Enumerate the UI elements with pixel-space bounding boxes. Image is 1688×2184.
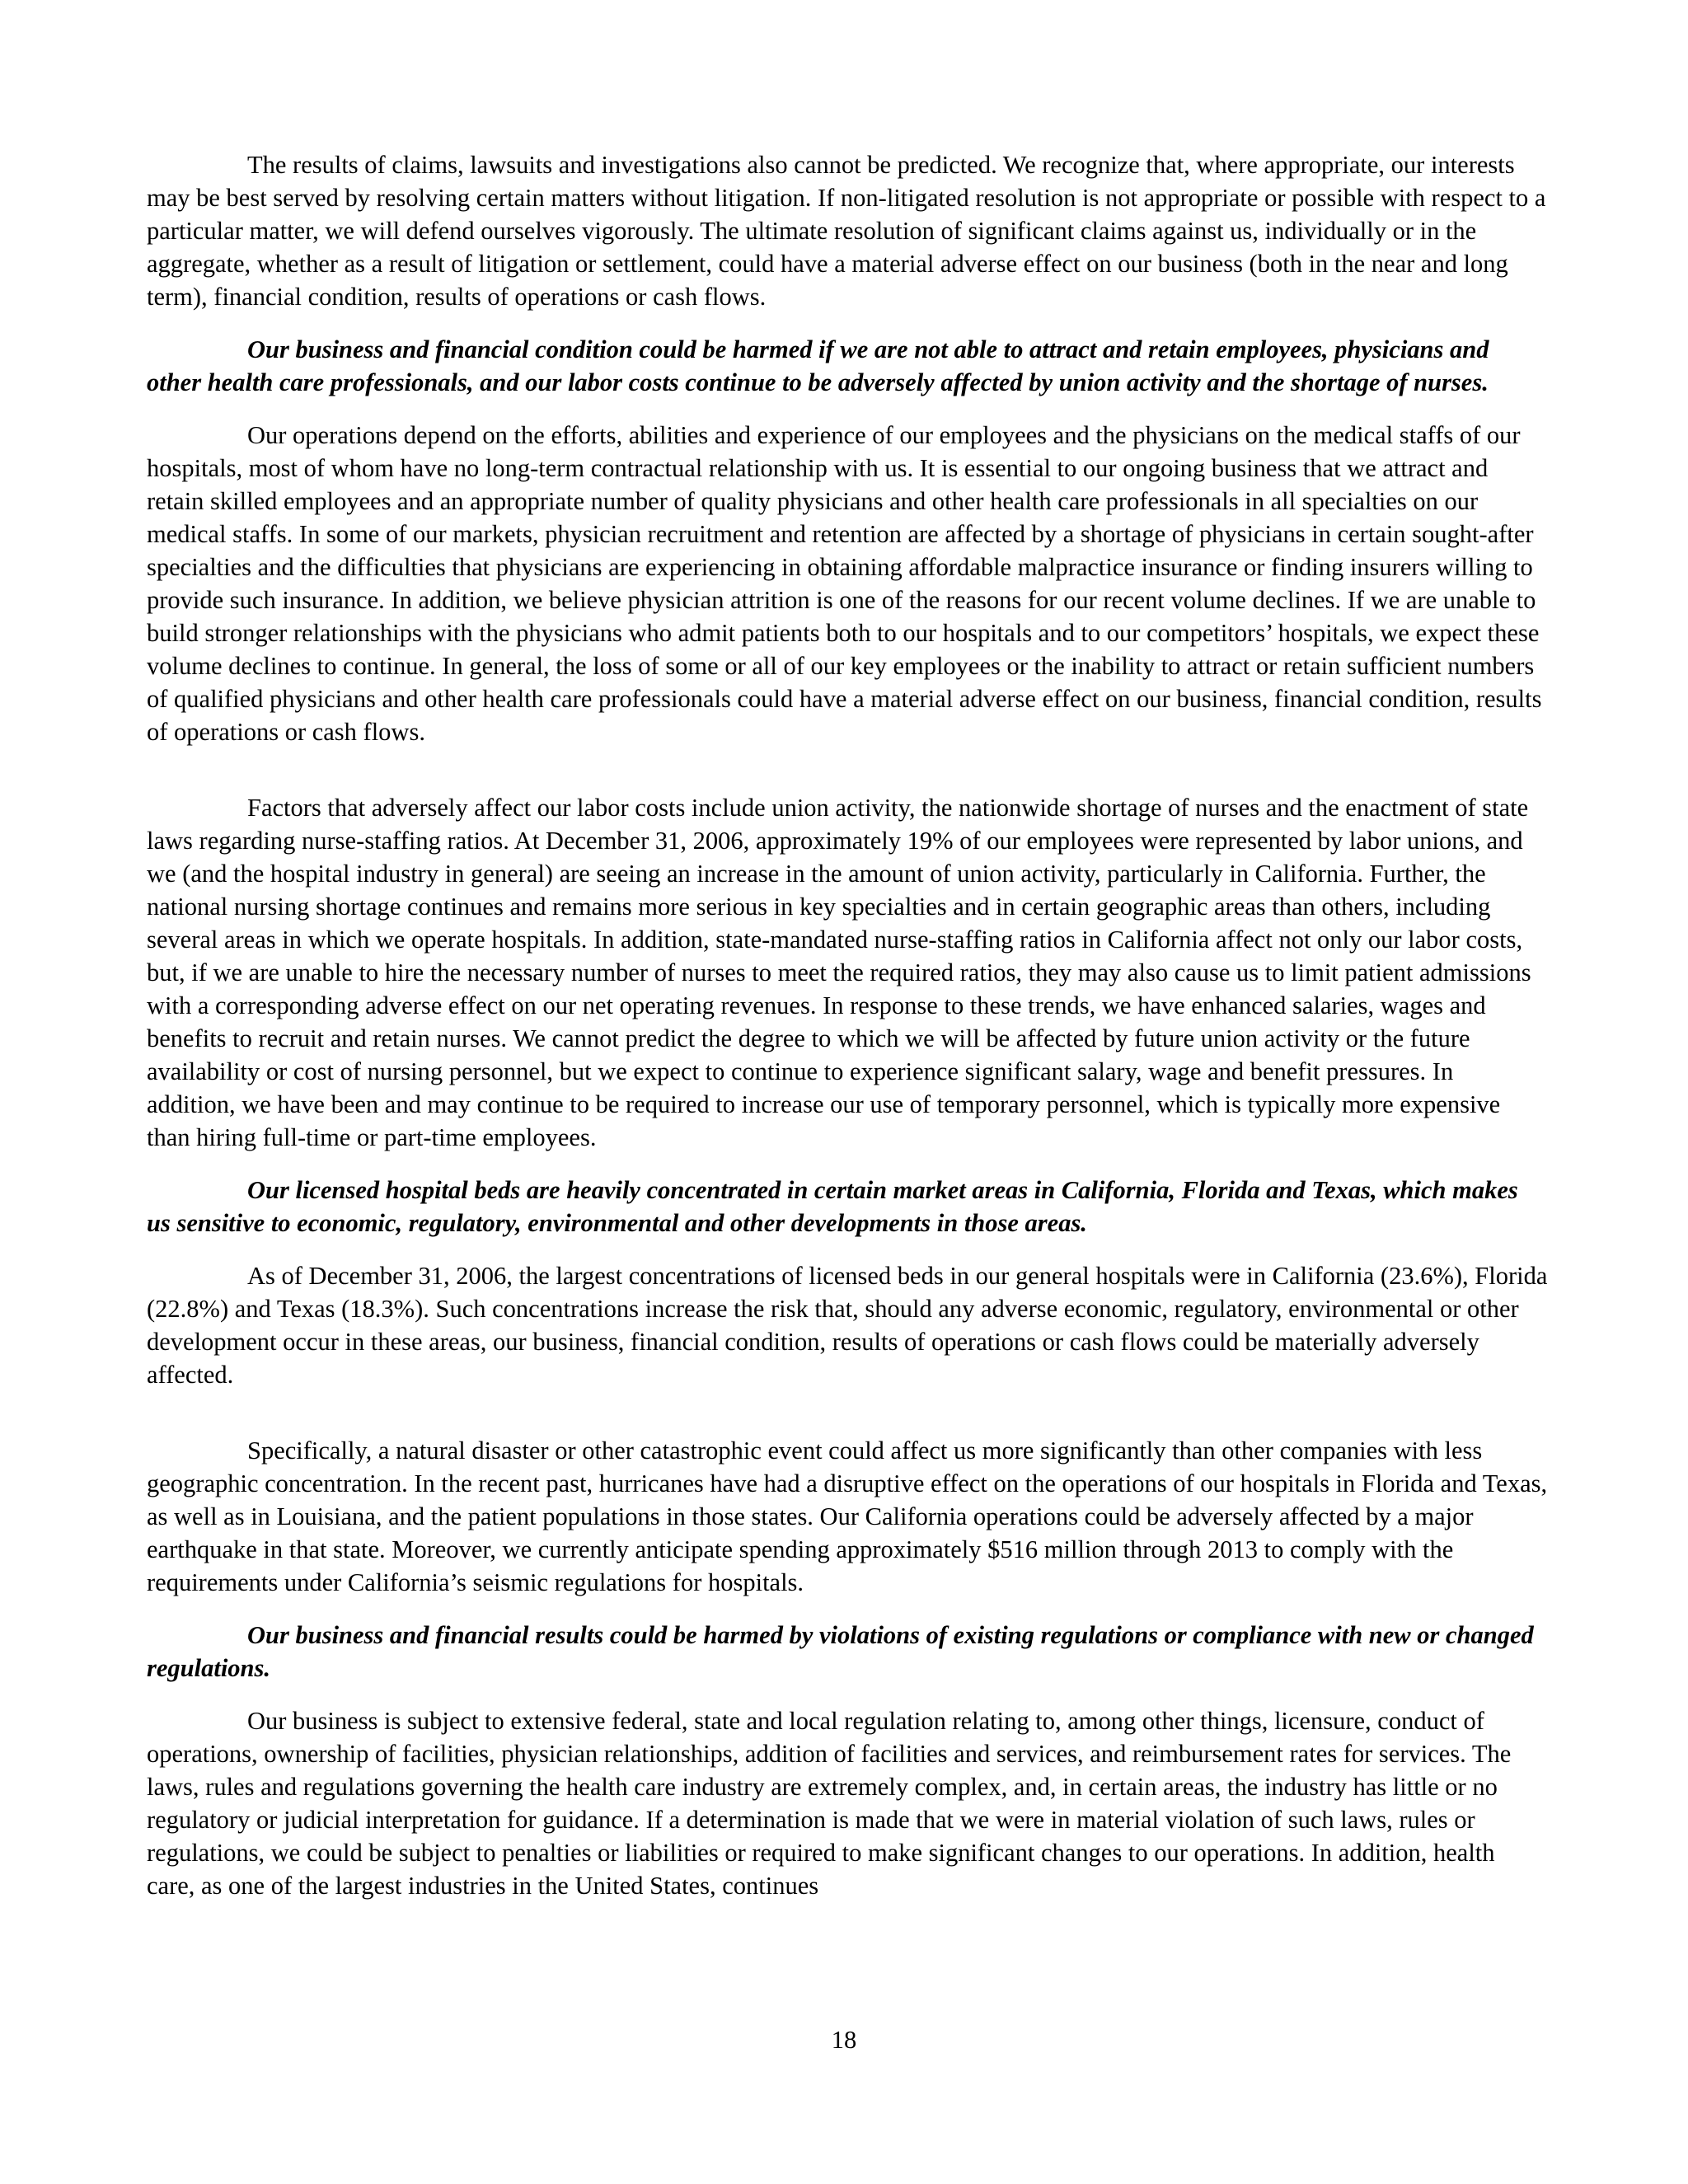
paragraph-largest-concentrations: As of December 31, 2006, the largest concentrations of licensed beds in our general hospitals were in California (23.6%), Florida (22.8%) and Texas (18.3%). Such concentrations increase the risk that, should any adverse economic, regulatory, environmental or other development occur in these areas, our business, financial condition, results of operations or cash flows could be materially adversely affected.: [147, 1262, 1548, 1389]
paragraph-extensive-regulation: Our business is subject to extensive federal, state and local regulation relating to, among other things, licensure, conduct of operations, ownership of facilities, physician relationships, addition of facilities and services, and reimbursement rates for services. The laws, rules and regulations governing the health care industry are extremely complex, and, in certain areas, the industry has little or no regulatory or judicial interpretation for guidance. If a determination is made that we were in material violation of such laws, rules or regulations, we could be subject to penalties or liabilities or required to make significant changes to our operations. In addition, health care, as one of the largest industries in the United States, continues: [147, 1707, 1512, 1900]
heading-employees-physicians-nurses: Our business and financial condition could be harmed if we are not able to attract and retain employees, physicians and other health care professionals, and our labor costs continue to be adversely affected by union activity and the shortage of nurses.: [147, 335, 1489, 396]
paragraph-labor-costs: Factors that adversely affect our labor costs include union activity, the nationwide shortage of nurses and the enactment of state laws regarding nurse-staffing ratios. At December 31, 2006, approximately 19% of our employees were represented by labor unions, and we (and the hospital industry in general) are seeing an increase in the amount of union activity, particularly in California. Further, the national nursing shortage continues and remains more serious in key specialties and in certain geographic areas than others, including several areas in which we operate hospitals. In addition, state-mandated nurse-staffing ratios in California affect not only our labor costs, but, if we are unable to hire the necessary number of nurses to meet the required ratios, they may also cause us to limit patient admissions with a corresponding adverse effect on our net operating revenues. In response to these trends, we have enhanced salaries, wages and benefits to recruit and retain nurses. We cannot predict the degree to which we will be affected by future union activity or the future availability or cost of nursing personnel, but we expect to continue to experience significant salary, wage and benefit pressures. In addition, we have been and may continue to be required to increase our use of temporary personnel, which is typically more expensive than hiring full-time or part-time employees.: [147, 794, 1531, 1151]
heading-regulation-violations: Our business and financial results could be harmed by violations of existing regulations or compliance with new or changed regulations.: [147, 1621, 1534, 1682]
document-page: [147, 148, 1548, 1902]
heading-licensed-beds-concentration: Our licensed hospital beds are heavily concentrated in certain market areas in California, Florida and Texas, which makes us sensitive to economic, regulatory, environmental and other developments in those areas.: [147, 1176, 1518, 1237]
paragraph-claims-lawsuits: The results of claims, lawsuits and investigations also cannot be predicted. We recognize that, where appropriate, our interests may be best served by resolving certain matters without litigation. If non-litigated resolution is not appropriate or possible with respect to a particular matter, we will defend ourselves vigorously. The ultimate resolution of significant claims against us, individually or in the aggregate, whether as a result of litigation or settlement, could have a material adverse effect on our business (both in the near and long term), financial condition, results of operations or cash flows.: [147, 151, 1546, 311]
paragraph-natural-disaster: Specifically, a natural disaster or other catastrophic event could affect us more significantly than other companies with less geographic concentration. In the recent past, hurricanes have had a disruptive effect on the operations of our hospitals in Florida and Texas, as well as in Louisiana, and the patient populations in those states. Our California operations could be adversely affected by a major earthquake in that state. Moreover, we currently anticipate spending approximately $516 million through 2013 to comply with the requirements under California’s seismic regulations for hospitals.: [147, 1436, 1548, 1596]
page-number: 18: [831, 2026, 857, 2054]
paragraph-operations-depend: Our operations depend on the efforts, abilities and experience of our employees and the physicians on the medical staffs of our hospitals, most of whom have no long-term contractual relationship with us. It is essential to our ongoing business that we attract and retain skilled employees and an appropriate number of quality physicians and other health care professionals in all specialties on our medical staffs. In some of our markets, physician recruitment and retention are affected by a shortage of physicians in certain sought-after specialties and the difficulties that physicians are experiencing in obtaining affordable malpractice insurance or finding insurers willing to provide such insurance. In addition, we believe physician attrition is one of the reasons for our recent volume declines. If we are unable to build stronger relationships with the physicians who admit patients both to our hospitals and to our competitors’ hospitals, we expect these volume declines to continue. In general, the loss of some or all of our key employees or the inability to attract or retain sufficient numbers of qualified physicians and other health care professionals could have a material adverse effect on our business, financial condition, results of operations or cash flows.: [147, 421, 1542, 746]
